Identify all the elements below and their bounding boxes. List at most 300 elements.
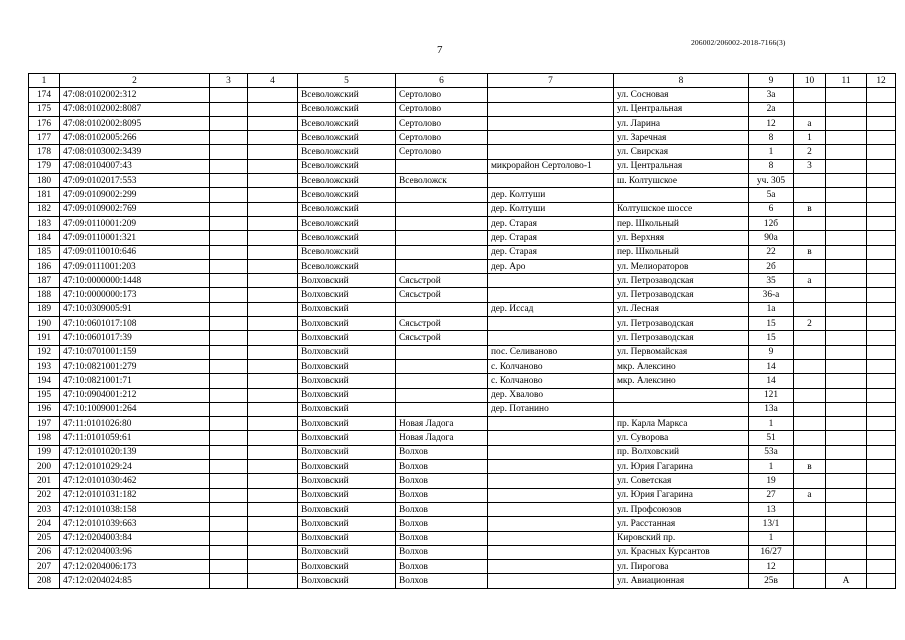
cell-col-10 xyxy=(794,388,826,402)
cell-col-3 xyxy=(210,431,248,445)
cell-col-12 xyxy=(867,460,896,474)
cell-col-5: Всеволожский xyxy=(298,159,396,173)
cell-col-7 xyxy=(488,502,614,516)
cell-col-7 xyxy=(488,474,614,488)
cell-col-8: Колтушское шоссе xyxy=(614,202,749,216)
cell-col-1: 204 xyxy=(29,517,60,531)
cell-col-4 xyxy=(248,188,298,202)
cell-col-12 xyxy=(867,159,896,173)
cell-col-7 xyxy=(488,88,614,102)
cell-col-5: Волховский xyxy=(298,474,396,488)
cell-col-10: а xyxy=(794,488,826,502)
cell-col-9: 36-а xyxy=(749,288,794,302)
cell-col-9: 12 xyxy=(749,560,794,574)
cell-col-4 xyxy=(248,259,298,273)
cell-col-9: 35 xyxy=(749,274,794,288)
cell-col-6 xyxy=(396,202,488,216)
cell-col-10 xyxy=(794,302,826,316)
cell-col-1: 201 xyxy=(29,474,60,488)
cell-col-9: 51 xyxy=(749,431,794,445)
cell-col-3 xyxy=(210,88,248,102)
cell-col-11 xyxy=(826,88,867,102)
cell-col-12 xyxy=(867,331,896,345)
cell-col-9: 8 xyxy=(749,159,794,173)
cell-col-6: Новая Ладога xyxy=(396,417,488,431)
cell-col-9: 22 xyxy=(749,245,794,259)
cell-col-2: 47:12:0101039:663 xyxy=(60,517,210,531)
cell-col-6: Сертолово xyxy=(396,131,488,145)
cell-col-2: 47:12:0101020:139 xyxy=(60,445,210,459)
table-body xyxy=(29,88,896,588)
cell-col-1: 203 xyxy=(29,502,60,516)
cell-col-7: дер. Колтуши xyxy=(488,202,614,216)
cell-col-5: Волховский xyxy=(298,431,396,445)
cell-col-5: Всеволожский xyxy=(298,88,396,102)
cell-col-4 xyxy=(248,502,298,516)
cell-col-4 xyxy=(248,460,298,474)
cell-col-12 xyxy=(867,102,896,116)
cell-col-8: ул. Лесная xyxy=(614,302,749,316)
cell-col-4 xyxy=(248,574,298,588)
cell-col-3 xyxy=(210,531,248,545)
cell-col-7 xyxy=(488,431,614,445)
cell-col-4 xyxy=(248,145,298,159)
cell-col-3 xyxy=(210,131,248,145)
cell-col-2: 47:10:0000000:173 xyxy=(60,288,210,302)
cell-col-9: 25в xyxy=(749,574,794,588)
cell-col-11 xyxy=(826,274,867,288)
cell-col-1: 208 xyxy=(29,574,60,588)
cell-col-6 xyxy=(396,302,488,316)
cell-col-8: ул. Суворова xyxy=(614,431,749,445)
cell-col-3 xyxy=(210,317,248,331)
cell-col-1: 206 xyxy=(29,545,60,559)
cell-col-11 xyxy=(826,216,867,230)
column-header-9: 9 xyxy=(749,74,794,88)
cell-col-7: дер. Иссад xyxy=(488,302,614,316)
cell-col-3 xyxy=(210,188,248,202)
cell-col-7 xyxy=(488,574,614,588)
cell-col-6: Волхов xyxy=(396,460,488,474)
cell-col-8: ул. Юрия Гагарина xyxy=(614,488,749,502)
cell-col-8: ул. Свирская xyxy=(614,145,749,159)
cell-col-12 xyxy=(867,202,896,216)
cell-col-9: 8 xyxy=(749,131,794,145)
cell-col-1: 198 xyxy=(29,431,60,445)
cell-col-11 xyxy=(826,545,867,559)
cell-col-2: 47:10:0601017:39 xyxy=(60,331,210,345)
table-row xyxy=(29,174,896,188)
cell-col-12 xyxy=(867,431,896,445)
cell-col-9: 5а xyxy=(749,188,794,202)
cell-col-2: 47:09:0110001:321 xyxy=(60,231,210,245)
cell-col-1: 178 xyxy=(29,145,60,159)
header-row xyxy=(29,74,896,88)
cell-col-6 xyxy=(396,159,488,173)
cell-col-4 xyxy=(248,202,298,216)
cell-col-8: ул. Петрозаводская xyxy=(614,317,749,331)
cell-col-12 xyxy=(867,259,896,273)
cell-col-10 xyxy=(794,88,826,102)
cell-col-11 xyxy=(826,174,867,188)
cell-col-2: 47:10:1009001:264 xyxy=(60,402,210,416)
cell-col-5: Всеволожский xyxy=(298,131,396,145)
cell-col-2: 47:09:0110001:209 xyxy=(60,216,210,230)
cell-col-3 xyxy=(210,488,248,502)
cell-col-2: 47:08:0102005:266 xyxy=(60,131,210,145)
column-header-11: 11 xyxy=(826,74,867,88)
cell-col-3 xyxy=(210,245,248,259)
column-header-12: 12 xyxy=(867,74,896,88)
cell-col-7: дер. Старая xyxy=(488,231,614,245)
cell-col-9: 1а xyxy=(749,302,794,316)
cell-col-4 xyxy=(248,331,298,345)
cell-col-5: Всеволожский xyxy=(298,145,396,159)
cell-col-12 xyxy=(867,302,896,316)
cell-col-1: 192 xyxy=(29,345,60,359)
cell-col-10 xyxy=(794,502,826,516)
cell-col-2: 47:11:0101026:80 xyxy=(60,417,210,431)
cell-col-1: 191 xyxy=(29,331,60,345)
cell-col-11 xyxy=(826,345,867,359)
cell-col-5: Всеволожский xyxy=(298,174,396,188)
cell-col-4 xyxy=(248,531,298,545)
cell-col-4 xyxy=(248,445,298,459)
cell-col-11 xyxy=(826,145,867,159)
cell-col-11 xyxy=(826,474,867,488)
table-row xyxy=(29,388,896,402)
cell-col-7 xyxy=(488,274,614,288)
cell-col-11 xyxy=(826,445,867,459)
cell-col-9: 1 xyxy=(749,417,794,431)
cell-col-9: 90а xyxy=(749,231,794,245)
cell-col-9: 1 xyxy=(749,460,794,474)
cell-col-7: с. Колчаново xyxy=(488,359,614,373)
cell-col-8: ул. Мелиораторов xyxy=(614,259,749,273)
cell-col-7 xyxy=(488,517,614,531)
table-row xyxy=(29,531,896,545)
cell-col-2: 47:09:0110010:646 xyxy=(60,245,210,259)
cell-col-9: 6 xyxy=(749,202,794,216)
cell-col-1: 205 xyxy=(29,531,60,545)
cell-col-11: А xyxy=(826,574,867,588)
table-row xyxy=(29,302,896,316)
cell-col-3 xyxy=(210,474,248,488)
cell-col-11 xyxy=(826,417,867,431)
cell-col-1: 174 xyxy=(29,88,60,102)
cell-col-6: Волхов xyxy=(396,488,488,502)
cell-col-3 xyxy=(210,388,248,402)
cell-col-8 xyxy=(614,402,749,416)
cell-col-1: 185 xyxy=(29,245,60,259)
cell-col-6: Волхов xyxy=(396,517,488,531)
cell-col-3 xyxy=(210,174,248,188)
cell-col-1: 184 xyxy=(29,231,60,245)
cell-col-5: Волховский xyxy=(298,488,396,502)
cell-col-4 xyxy=(248,131,298,145)
cell-col-4 xyxy=(248,488,298,502)
table-row xyxy=(29,402,896,416)
cell-col-8: ш. Колтушское xyxy=(614,174,749,188)
cell-col-12 xyxy=(867,274,896,288)
column-header-1: 1 xyxy=(29,74,60,88)
cell-col-10 xyxy=(794,331,826,345)
cell-col-5: Волховский xyxy=(298,274,396,288)
cell-col-10 xyxy=(794,259,826,273)
cell-col-1: 186 xyxy=(29,259,60,273)
cell-col-11 xyxy=(826,302,867,316)
cell-col-2: 47:10:0821001:279 xyxy=(60,359,210,373)
cell-col-5: Всеволожский xyxy=(298,231,396,245)
cell-col-9: 27 xyxy=(749,488,794,502)
cell-col-10: 1 xyxy=(794,131,826,145)
cell-col-4 xyxy=(248,374,298,388)
cell-col-6 xyxy=(396,188,488,202)
cell-col-10 xyxy=(794,359,826,373)
cell-col-12 xyxy=(867,231,896,245)
cell-col-7: дер. Хвалово xyxy=(488,388,614,402)
cell-col-10 xyxy=(794,431,826,445)
cell-col-2: 47:12:0204003:84 xyxy=(60,531,210,545)
cell-col-6 xyxy=(396,374,488,388)
cell-col-5: Волховский xyxy=(298,502,396,516)
cell-col-1: 195 xyxy=(29,388,60,402)
cell-col-7 xyxy=(488,531,614,545)
cell-col-8: ул. Петрозаводская xyxy=(614,274,749,288)
cell-col-3 xyxy=(210,574,248,588)
table-row xyxy=(29,231,896,245)
table-row xyxy=(29,574,896,588)
cell-col-7 xyxy=(488,288,614,302)
cell-col-7: дер. Аро xyxy=(488,259,614,273)
cell-col-2: 47:12:0101038:158 xyxy=(60,502,210,516)
cell-col-2: 47:09:0111001:203 xyxy=(60,259,210,273)
cell-col-10: в xyxy=(794,202,826,216)
cell-col-11 xyxy=(826,502,867,516)
cell-col-7 xyxy=(488,131,614,145)
cell-col-1: 177 xyxy=(29,131,60,145)
cell-col-10 xyxy=(794,345,826,359)
cell-col-11 xyxy=(826,517,867,531)
cell-col-10 xyxy=(794,574,826,588)
table-row xyxy=(29,188,896,202)
cell-col-12 xyxy=(867,545,896,559)
cell-col-9: 53а xyxy=(749,445,794,459)
cell-col-10 xyxy=(794,545,826,559)
cell-col-10 xyxy=(794,517,826,531)
cell-col-6 xyxy=(396,345,488,359)
cell-col-6: Волхов xyxy=(396,445,488,459)
cell-col-10: в xyxy=(794,460,826,474)
cell-col-2: 47:08:0104007:43 xyxy=(60,159,210,173)
table-row xyxy=(29,445,896,459)
cell-col-4 xyxy=(248,216,298,230)
cell-col-8: ул. Заречная xyxy=(614,131,749,145)
cell-col-11 xyxy=(826,388,867,402)
cell-col-9: 16/27 xyxy=(749,545,794,559)
cell-col-8: ул. Пирогова xyxy=(614,560,749,574)
cell-col-8: ул. Авиационная xyxy=(614,574,749,588)
cell-col-2: 47:10:0701001:159 xyxy=(60,345,210,359)
cell-col-7 xyxy=(488,560,614,574)
table-row xyxy=(29,331,896,345)
cell-col-3 xyxy=(210,560,248,574)
cell-col-2: 47:08:0102002:8095 xyxy=(60,116,210,130)
cell-col-3 xyxy=(210,402,248,416)
cell-col-5: Волховский xyxy=(298,374,396,388)
cell-col-9: 12 xyxy=(749,116,794,130)
cell-col-12 xyxy=(867,116,896,130)
cell-col-10 xyxy=(794,445,826,459)
cell-col-6: Всеволожск xyxy=(396,174,488,188)
table-row xyxy=(29,145,896,159)
cell-col-5: Волховский xyxy=(298,288,396,302)
cell-col-9: 121 xyxy=(749,388,794,402)
cell-col-10 xyxy=(794,188,826,202)
cell-col-9: 15 xyxy=(749,331,794,345)
cell-col-12 xyxy=(867,188,896,202)
cell-col-10 xyxy=(794,374,826,388)
cell-col-12 xyxy=(867,88,896,102)
cell-col-4 xyxy=(248,88,298,102)
cell-col-9: 2а xyxy=(749,102,794,116)
cell-col-10 xyxy=(794,417,826,431)
cell-col-6: Сясьстрой xyxy=(396,317,488,331)
column-header-8: 8 xyxy=(614,74,749,88)
cell-col-4 xyxy=(248,431,298,445)
cell-col-12 xyxy=(867,388,896,402)
cell-col-8: ул. Юрия Гагарина xyxy=(614,460,749,474)
cell-col-8: ул. Расстанная xyxy=(614,517,749,531)
cell-col-11 xyxy=(826,102,867,116)
table-row xyxy=(29,88,896,102)
cell-col-5: Волховский xyxy=(298,417,396,431)
cell-col-12 xyxy=(867,502,896,516)
cell-col-6: Сертолово xyxy=(396,116,488,130)
cell-col-1: 175 xyxy=(29,102,60,116)
cell-col-2: 47:10:0000000:1448 xyxy=(60,274,210,288)
cell-col-10 xyxy=(794,560,826,574)
cell-col-9: 3а xyxy=(749,88,794,102)
cell-col-4 xyxy=(248,317,298,331)
cell-col-5: Волховский xyxy=(298,331,396,345)
cell-col-7 xyxy=(488,460,614,474)
cell-col-1: 199 xyxy=(29,445,60,459)
cell-col-11 xyxy=(826,116,867,130)
cell-col-11 xyxy=(826,402,867,416)
cell-col-2: 47:12:0101030:462 xyxy=(60,474,210,488)
cell-col-4 xyxy=(248,517,298,531)
cell-col-4 xyxy=(248,417,298,431)
cell-col-6: Сясьстрой xyxy=(396,331,488,345)
cell-col-5: Всеволожский xyxy=(298,116,396,130)
cell-col-7: с. Колчаново xyxy=(488,374,614,388)
cell-col-11 xyxy=(826,460,867,474)
cell-col-5: Всеволожский xyxy=(298,216,396,230)
cell-col-4 xyxy=(248,545,298,559)
cell-col-4 xyxy=(248,231,298,245)
cell-col-10 xyxy=(794,402,826,416)
cell-col-7: микрорайон Сертолово-1 xyxy=(488,159,614,173)
cell-col-5: Всеволожский xyxy=(298,259,396,273)
cell-col-11 xyxy=(826,359,867,373)
cell-col-1: 197 xyxy=(29,417,60,431)
cell-col-11 xyxy=(826,488,867,502)
page-number: 7 xyxy=(437,44,443,56)
cell-col-7 xyxy=(488,317,614,331)
cell-col-11 xyxy=(826,431,867,445)
cell-col-8: ул. Советская xyxy=(614,474,749,488)
cell-col-6 xyxy=(396,216,488,230)
cell-col-1: 182 xyxy=(29,202,60,216)
table-row xyxy=(29,488,896,502)
cell-col-4 xyxy=(248,174,298,188)
table-row xyxy=(29,317,896,331)
cell-col-10: а xyxy=(794,274,826,288)
cell-col-8 xyxy=(614,388,749,402)
cell-col-3 xyxy=(210,460,248,474)
cell-col-5: Волховский xyxy=(298,460,396,474)
cell-col-9: 13/1 xyxy=(749,517,794,531)
cell-col-6 xyxy=(396,402,488,416)
cell-col-11 xyxy=(826,159,867,173)
cell-col-12 xyxy=(867,402,896,416)
cell-col-12 xyxy=(867,517,896,531)
cell-col-8 xyxy=(614,188,749,202)
cell-col-2: 47:08:0103002:3439 xyxy=(60,145,210,159)
cell-col-7: дер. Колтуши xyxy=(488,188,614,202)
cell-col-7 xyxy=(488,145,614,159)
cell-col-4 xyxy=(248,302,298,316)
cell-col-8: Кировский пр. xyxy=(614,531,749,545)
table-row xyxy=(29,259,896,273)
cell-col-9: 14 xyxy=(749,374,794,388)
table-row xyxy=(29,560,896,574)
table-row xyxy=(29,460,896,474)
cell-col-7: дер. Старая xyxy=(488,245,614,259)
cell-col-2: 47:10:0821001:71 xyxy=(60,374,210,388)
cell-col-8: мкр. Алексино xyxy=(614,359,749,373)
cell-col-11 xyxy=(826,560,867,574)
cell-col-10: а xyxy=(794,116,826,130)
cell-col-11 xyxy=(826,259,867,273)
cell-col-6: Волхов xyxy=(396,560,488,574)
cell-col-12 xyxy=(867,145,896,159)
cell-col-9: 1 xyxy=(749,531,794,545)
cell-col-3 xyxy=(210,259,248,273)
cell-col-5: Волховский xyxy=(298,445,396,459)
cell-col-10 xyxy=(794,216,826,230)
cell-col-3 xyxy=(210,116,248,130)
table-row xyxy=(29,159,896,173)
cell-col-7 xyxy=(488,417,614,431)
column-header-4: 4 xyxy=(248,74,298,88)
cell-col-1: 190 xyxy=(29,317,60,331)
cell-col-6: Сертолово xyxy=(396,88,488,102)
cell-col-4 xyxy=(248,274,298,288)
cell-col-4 xyxy=(248,102,298,116)
cell-col-4 xyxy=(248,359,298,373)
table-row xyxy=(29,245,896,259)
cell-col-3 xyxy=(210,145,248,159)
cell-col-5: Волховский xyxy=(298,388,396,402)
cell-col-5: Волховский xyxy=(298,302,396,316)
cell-col-7 xyxy=(488,545,614,559)
table-row xyxy=(29,288,896,302)
cell-col-7: дер. Потанино xyxy=(488,402,614,416)
cell-col-11 xyxy=(826,331,867,345)
table-row xyxy=(29,474,896,488)
